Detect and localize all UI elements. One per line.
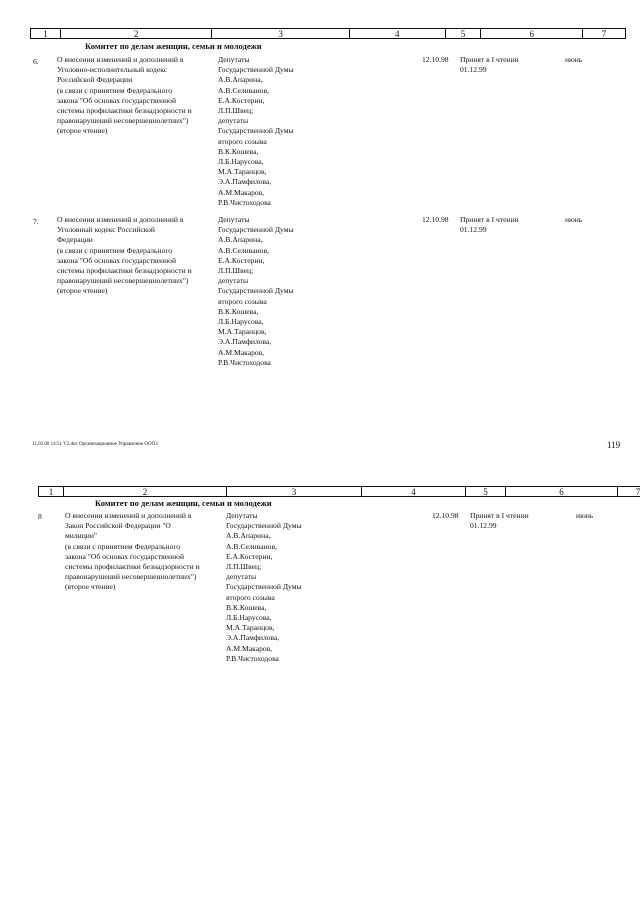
column-header-7: 7 xyxy=(635,487,640,497)
bill-authors: Депутаты Государственной Думы А.В.Апарина, А.В.Селиванов, Е.А.Костерин, Л.П.Швец; депутаты Государственной Думы второго созыва В.К.Кошева, Л.Б.Нарусова, М.А.Таранцов, Э.А.Памфилова, А.М.Макаров, Р.В.Чистоходова xyxy=(218,215,294,367)
column-header-1: 1 xyxy=(39,487,64,496)
page-number: 119 xyxy=(607,440,621,450)
column-header-3: 3 xyxy=(212,29,350,38)
column-header-3: 3 xyxy=(227,487,362,496)
bill-status: Принят в I чтении 01.12.99 xyxy=(460,55,519,75)
bill-title: О внесении изменений и дополнений в Закон Российской Федерации "О милиции" (в связи с принятием Федерального закона "Об основах государственной системы профилактики безнадзорности и правонарушений несовершеннолетних") (второе чтение) xyxy=(65,511,200,592)
bill-authors: Депутаты Государственной Думы А.В.Апарина, А.В.Селиванов, Е.А.Костерин, Л.П.Швец; депутаты Государственной Думы второго созыва В.К.Кошева, Л.Б.Нарусова, М.А.Таранцов, Э.А.Памфилова, А.М.Макаров, Р.В.Чистоходова xyxy=(226,511,302,663)
row-number: 8 xyxy=(38,512,42,521)
committee-heading: Комитет по делам женщин, семьи и молодежи xyxy=(95,498,272,508)
column-header-4: 4 xyxy=(350,29,446,38)
document-footer: 11.02.00 14:51 V2.doc Организационное Управление ООО3 xyxy=(32,442,158,447)
bill-authors: Депутаты Государственной Думы А.В.Апарина, А.В.Селиванов, Е.А.Костерин, Л.П.Швец; депутаты Государственной Думы второго созыва В.К.Кошева, Л.Б.Нарусова, М.А.Таранцов, Э.А.Памфилова, А.М.Макаров, Р.В.Чистоходова xyxy=(218,55,294,207)
bill-date: 12.10.98 xyxy=(422,55,449,64)
column-header-row xyxy=(30,28,626,39)
committee-heading: Комитет по делам женщин, семьи и молодежи xyxy=(85,41,262,51)
column-header-2: 2 xyxy=(61,29,212,38)
column-header-4: 4 xyxy=(362,487,466,496)
bill-title: О внесении изменений и дополнений в Уголовно-исполнительный кодекс Российской Федерации (в связи с принятием Федерального закона "Об основах государственной системы профилактики безнадзорности и правонарушений несовершеннолетних") (второе чтение) xyxy=(57,55,192,136)
bill-date: 12.10.98 xyxy=(422,215,449,224)
column-header-5: 5 xyxy=(446,29,482,38)
column-header-6: 6 xyxy=(481,29,583,38)
row-number: 7. xyxy=(33,217,39,226)
column-header-5: 5 xyxy=(466,487,506,496)
column-header-row xyxy=(38,486,640,497)
bill-month: июнь xyxy=(565,215,583,224)
bill-date: 12.10.98 xyxy=(432,511,459,520)
bill-status: Принят в I чтении 01.12.99 xyxy=(470,511,529,531)
column-header-6: 6 xyxy=(506,487,618,496)
bill-status: Принят в I чтении 01.12.99 xyxy=(460,215,519,235)
column-header-7: 7 xyxy=(601,29,607,39)
row-number: 6. xyxy=(33,57,39,66)
column-header-2: 2 xyxy=(64,487,227,496)
bill-month: июнь xyxy=(576,511,594,520)
bill-month: июнь xyxy=(565,55,583,64)
column-header-1: 1 xyxy=(31,29,61,38)
bill-title: О внесении изменений и дополнений в Уголовный кодекс Российской Федерации (в связи с принятием Федерального закона "Об основах государственной системы профилактики безнадзорности и правонарушений несовершеннолетних") (второе чтение) xyxy=(57,215,192,296)
